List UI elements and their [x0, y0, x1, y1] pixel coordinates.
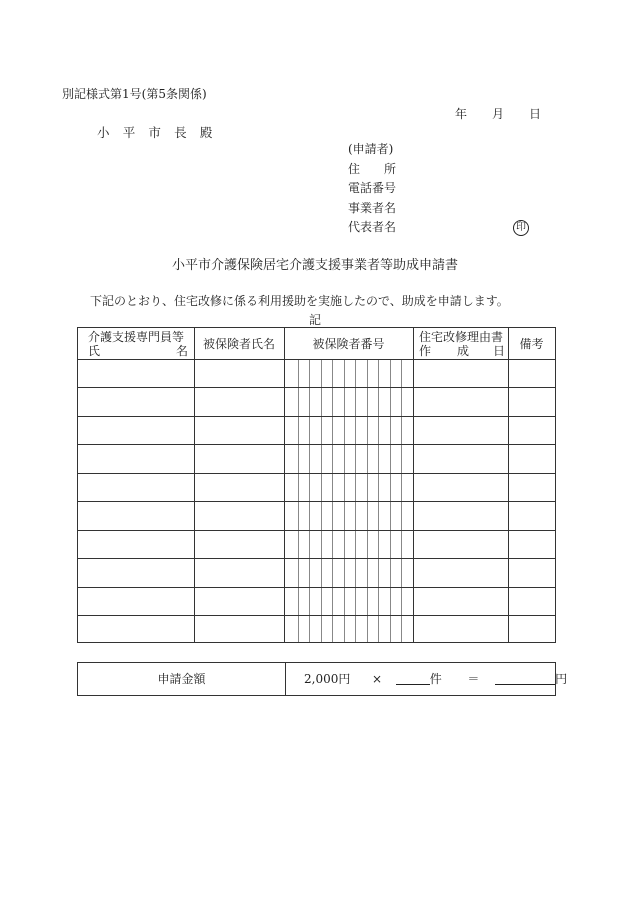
header-care-manager-line2: [88, 344, 188, 375]
header-reason-doc-hi: 日: [493, 344, 506, 358]
applicant-representative-row: [348, 218, 528, 238]
header-reason-doc-sei: 成: [457, 344, 470, 358]
date-day-label: 日: [529, 107, 542, 121]
addressee-char: 殿: [199, 125, 213, 140]
form-reference: 別記様式第1号(第5条関係): [62, 87, 207, 101]
addressee-char: 市: [148, 125, 162, 140]
amount-equals-sign: ＝: [467, 672, 480, 686]
application-table: [77, 327, 556, 643]
addressee: [97, 123, 213, 141]
header-care-manager-shi: 氏: [88, 344, 101, 358]
amount-count-unit: 件: [429, 672, 442, 686]
header-remarks: 備考: [519, 336, 544, 351]
applicant-phone-label: 電話番号: [348, 181, 397, 195]
header-insured-number: 被保険者番号: [312, 336, 385, 351]
table-col-divider: [284, 328, 285, 642]
table-col-divider: [413, 328, 414, 642]
table-row-divider: [78, 387, 555, 388]
amount-box: [77, 662, 568, 696]
table-col-divider: [508, 328, 509, 642]
applicant-business-label: 事業者名: [348, 200, 397, 215]
amount-formula: [304, 663, 567, 695]
applicant-representative-label: 代表者名: [348, 220, 397, 234]
applicant-block: [348, 140, 528, 238]
amount-label: 申請金額: [157, 672, 206, 686]
table-row-divider: [78, 501, 555, 502]
header-reason-doc: [413, 328, 508, 359]
date-line: [455, 105, 541, 122]
applicant-address-label: 住 所: [348, 161, 397, 176]
table-row-divider: [78, 444, 555, 445]
table-row-divider: [78, 416, 555, 417]
table-row-divider: [78, 615, 555, 616]
date-year-label: 年: [455, 107, 468, 121]
addressee-char: 平: [122, 125, 136, 140]
header-reason-doc-line1: 住宅改修理由書: [419, 330, 504, 344]
table-row-divider: [78, 530, 555, 531]
amount-total-unit: 円: [555, 672, 568, 686]
document-title: 小平市介護保険居宅介護支援事業者等助成申請書: [171, 258, 458, 273]
header-care-manager-mei: 名: [175, 344, 188, 358]
addressee-char: 長: [174, 125, 187, 140]
intro-text: 下記のとおり、住宅改修に係る利用援助を実施したので、助成を申請します。: [90, 294, 509, 308]
seal-mark: 印: [513, 220, 529, 236]
table-col-divider: [194, 328, 195, 642]
date-month-label: 月: [492, 107, 505, 121]
addressee-char: 小: [97, 125, 110, 140]
table-row-divider: [78, 587, 555, 588]
table-row-divider: [78, 473, 555, 474]
table-row-divider: [78, 558, 555, 559]
amount-unit-price: 2,000円: [304, 672, 351, 686]
header-reason-doc-saku: 作: [419, 344, 432, 358]
ki-heading: 記: [309, 313, 322, 327]
header-care-manager-line1: 介護支援専門員等: [88, 330, 185, 344]
amount-divider: [285, 663, 286, 695]
total-input[interactable]: [495, 671, 555, 685]
header-insured-name: 被保険者氏名: [202, 336, 275, 351]
applicant-heading: (申請者): [348, 142, 394, 156]
count-input[interactable]: [396, 671, 430, 685]
amount-times-sign: ×: [372, 672, 383, 686]
